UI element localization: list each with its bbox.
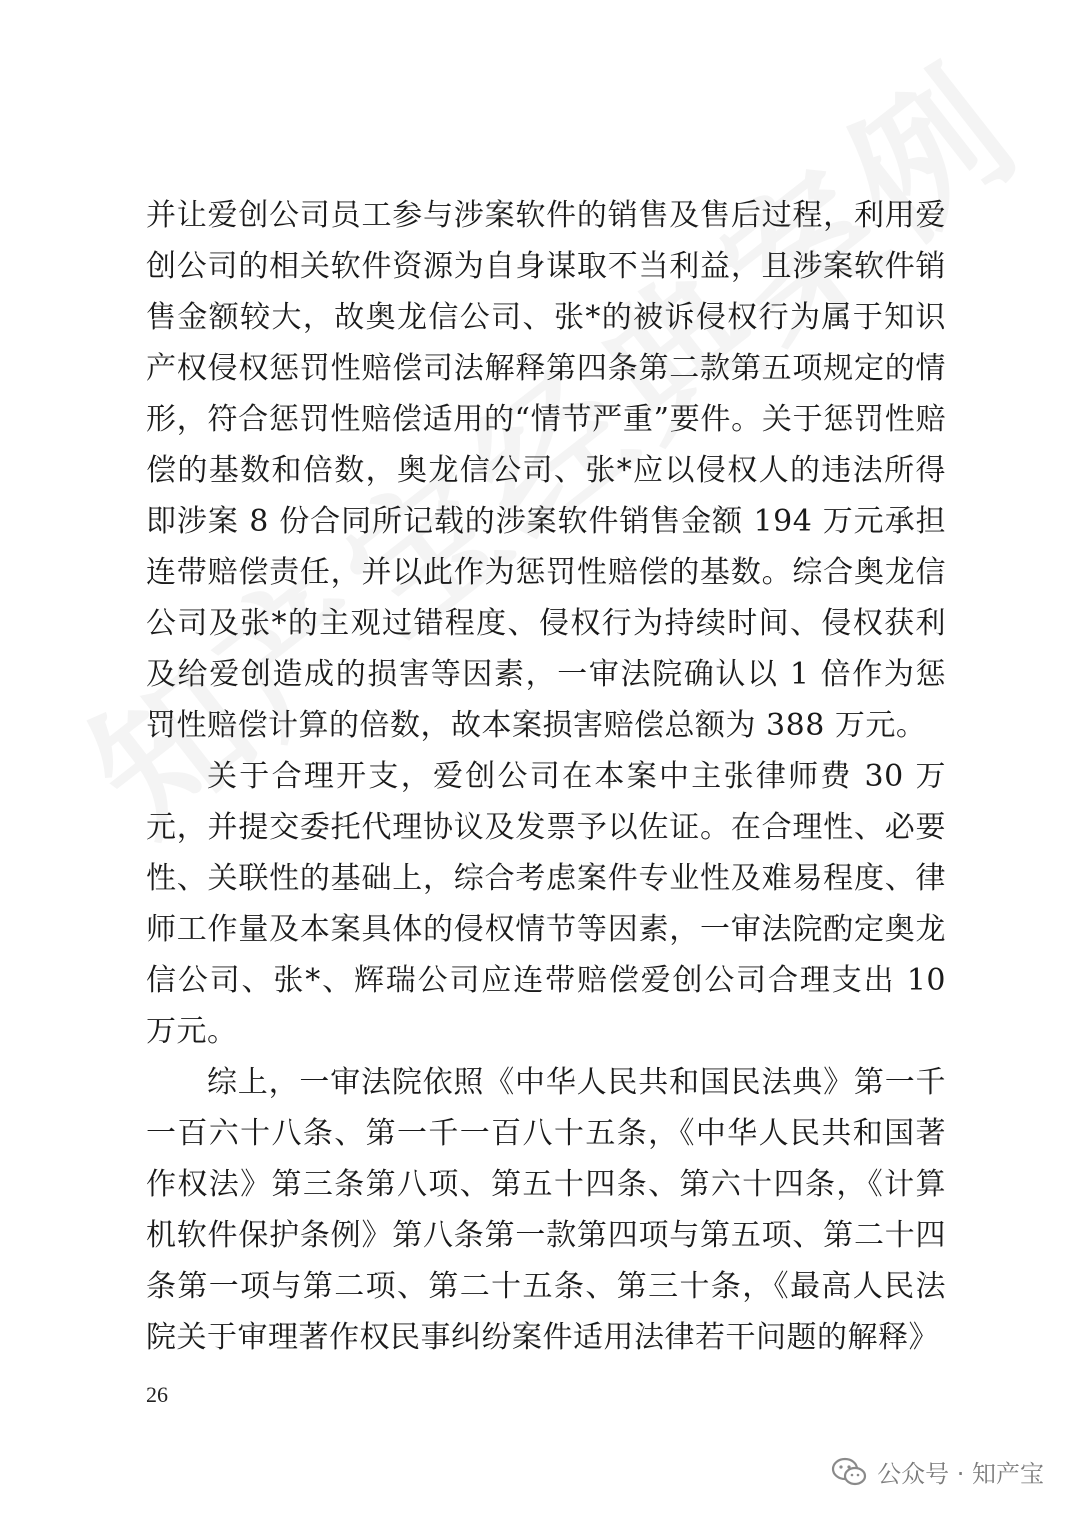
paragraph-1: 并让爱创公司员工参与涉案软件的销售及售后过程，利用爱创公司的相关软件资源为自身谋取不当利益，且涉案软件销售金额较大，故奥龙信公司、张*的被诉侵权行为属于知识产权侵权惩罚性赔偿司法解释第四条第二款第五项规定的情形，符合惩罚性赔偿适用的“情节严重”要件。关于惩罚性赔偿的基数和倍数，奥龙信公司、张*应以侵权人的违法所得即涉案 8 份合同所记载的涉案软件销售金额 194 万元承担连带赔偿责任，并以此作为惩罚性赔偿的基数。综合奥龙信公司及张*的主观过错程度、侵权行为持续时间、侵权获利及给爱创造成的损害等因素，一审法院确认以 1 倍作为惩罚性赔偿计算的倍数，故本案损害赔偿总额为 388 万元。: [146, 198, 946, 743]
wechat-account-tag: [831, 1454, 1044, 1489]
wechat-account-name: 公众号 · 知产宝: [877, 1460, 1044, 1488]
paragraph-3: 综上，一审法院依照《中华人民共和国民法典》第一千一百六十八条、第一千一百八十五条，《中华人民共和国著作权法》第三条第八项、第五十四条、第六十四条，《计算机软件保护条例》第八条第一款第四项与第五项、第二十四条第一项与第二项、第二十五条、第三十条，《最高人民法院关于审理著作权民事纠纷案件适用法律若干问题的解释》: [146, 1065, 946, 1355]
paragraph-2: 关于合理开支，爱创公司在本案中主张律师费 30 万元，并提交委托代理协议及发票予以佐证。在合理性、必要性、关联性的基础上，综合考虑案件专业性及难易程度、律师工作量及本案具体的侵权情节等因素，一审法院酌定奥龙信公司、张*、辉瑞公司应连带赔偿爱创公司合理支出 10 万元。: [146, 759, 946, 1049]
wechat-icon: [831, 1457, 867, 1487]
page-number: 26: [146, 1382, 168, 1407]
document-body: [146, 190, 946, 1363]
